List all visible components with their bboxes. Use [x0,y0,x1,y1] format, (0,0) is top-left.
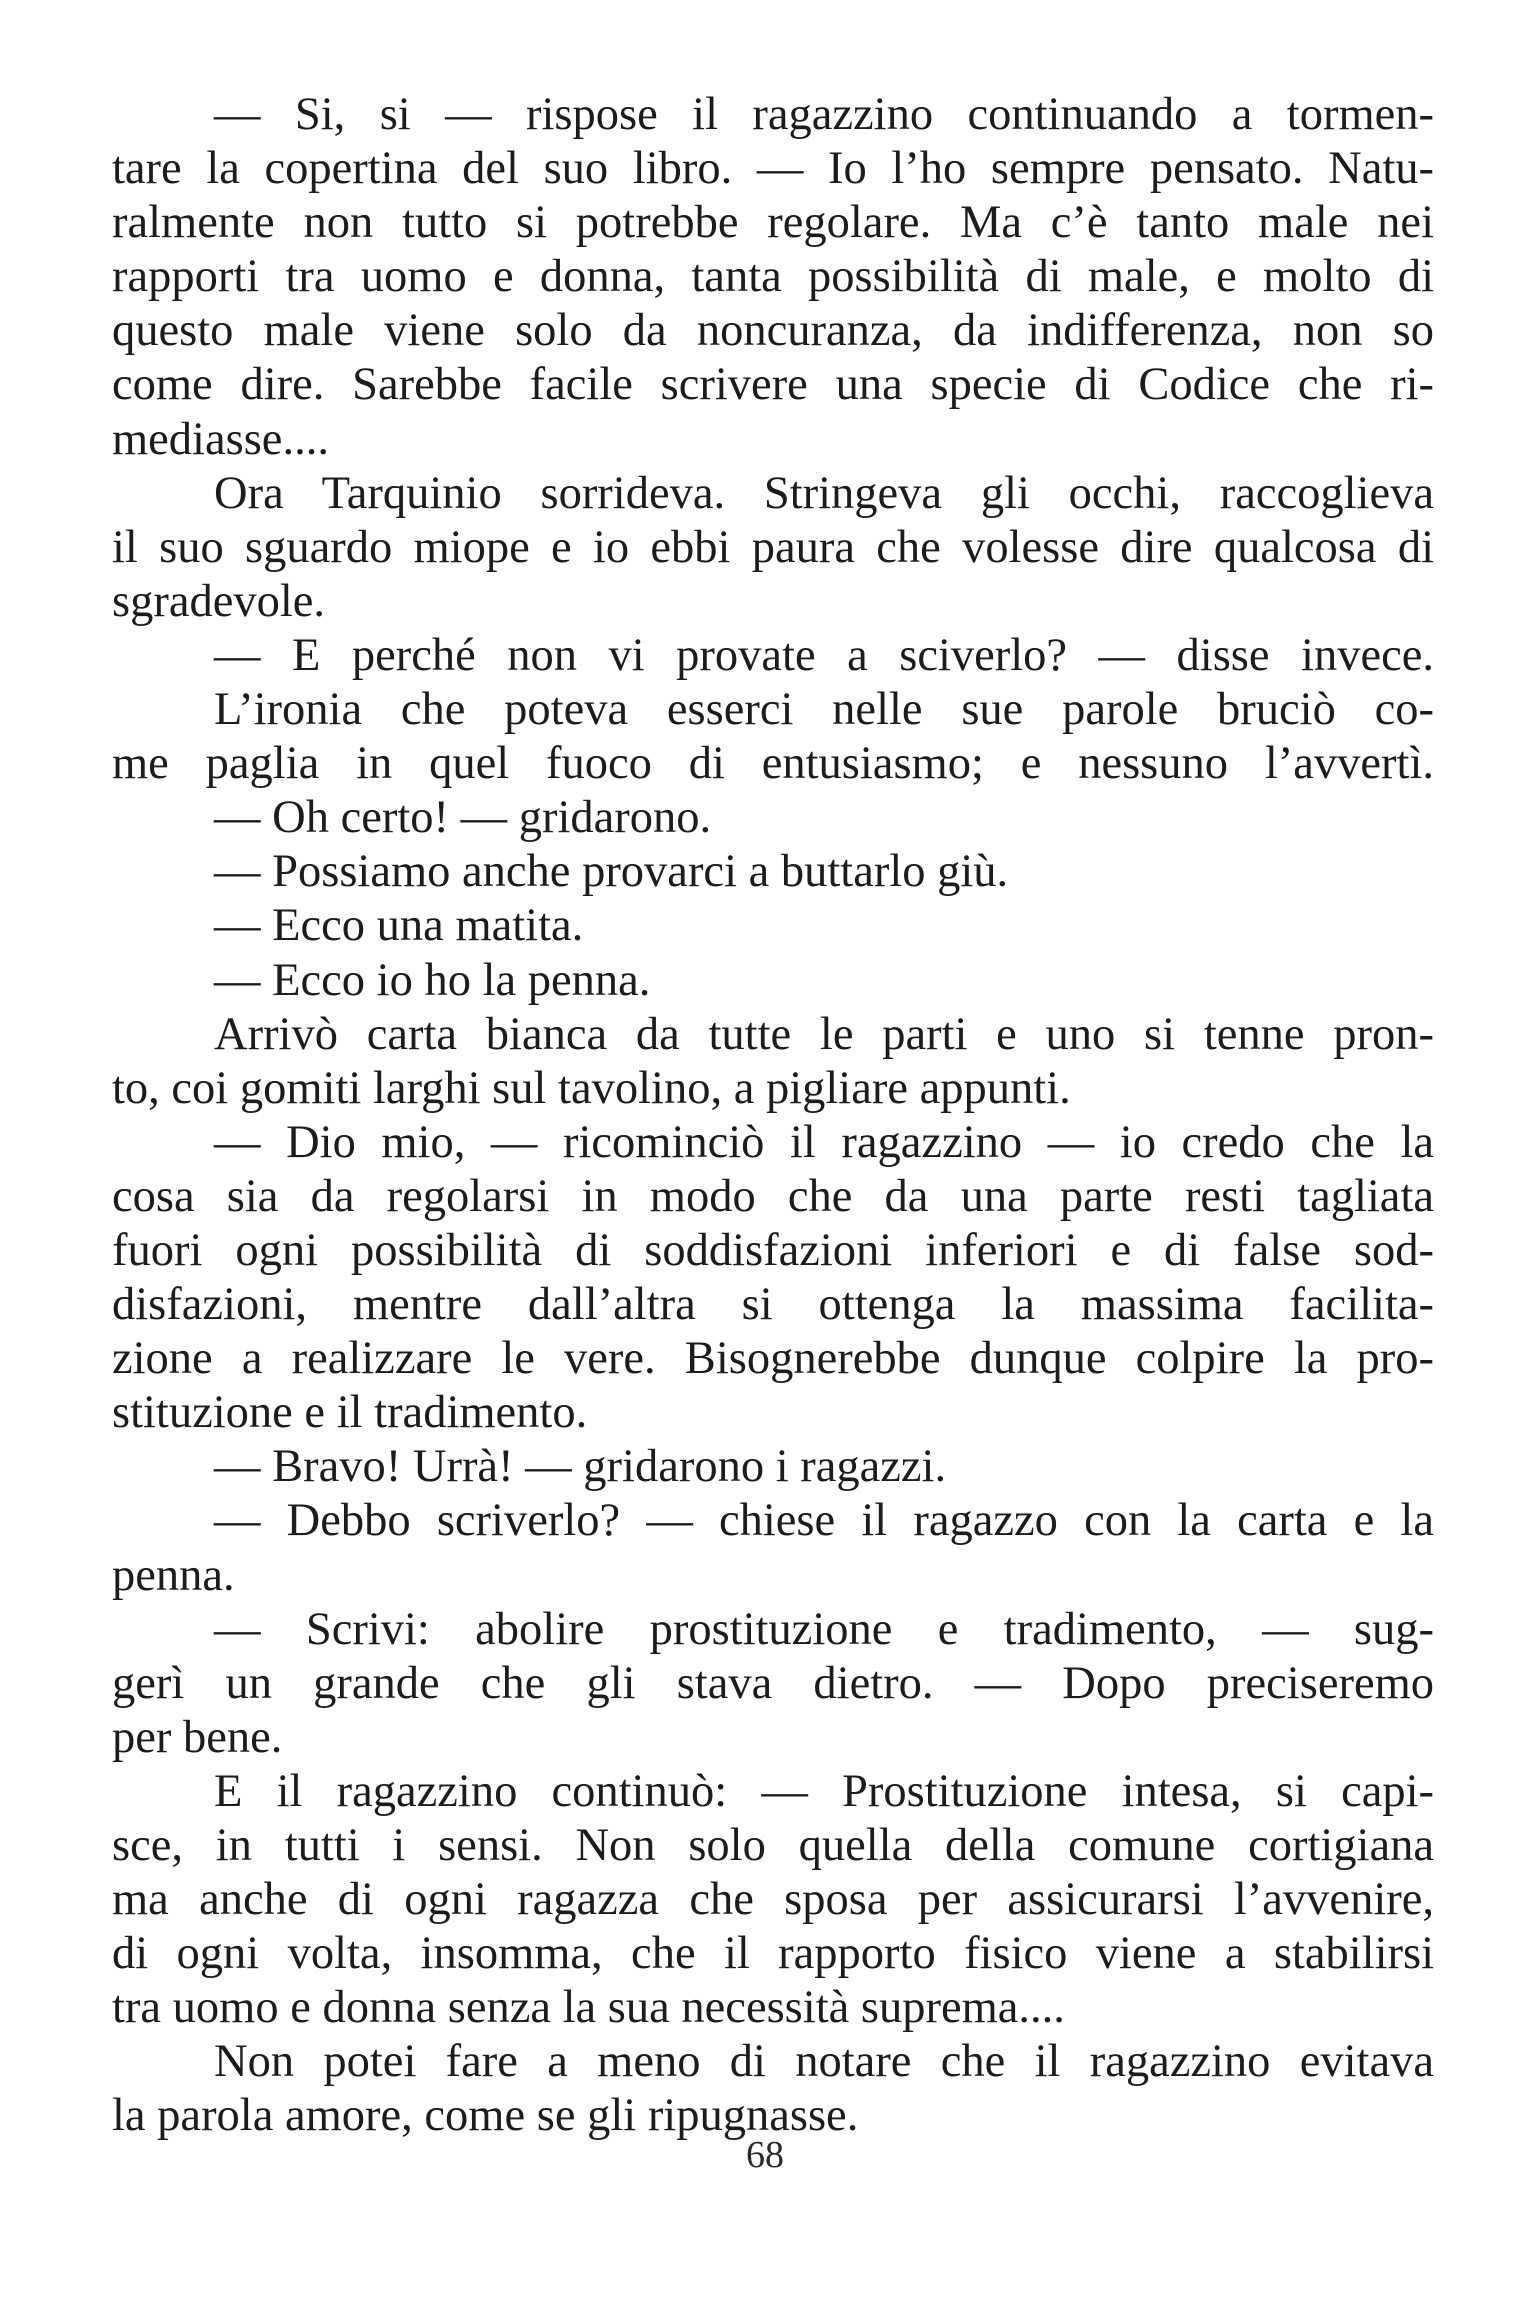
text-line: — Dio mio, — ricominciò il ragazzino — io credo che la [214,1116,1434,1168]
text-line: — Oh certo! — gridarono. [214,792,712,844]
page-number: 68 [746,2134,784,2176]
text-line: sgradevole. [112,575,326,627]
text-line: rapporti tra uomo e donna, tanta possibilità di male, e molto di [112,251,1434,303]
text-line: penna. [112,1549,235,1601]
text-line: tare la copertina del suo libro. — Io l’ho sempre pensato. Natu- [112,143,1434,195]
text-line: per bene. [112,1711,283,1763]
text-line: di ogni volta, insomma, che il rapporto fisico viene a stabilirsi [112,1928,1434,1980]
text-line: zione a realizzare le vere. Bisognerebbe dunque colpire la pro- [112,1333,1434,1385]
text-line: sce, in tutti i sensi. Non solo quella della comune cortigiana [112,1820,1434,1871]
text-line: ma anche di ogni ragazza che sposa per assicurarsi l’avvenire, [112,1874,1434,1926]
text-line: E il ragazzino continuò: — Prostituzione intesa, si capi- [214,1765,1434,1817]
text-line: me paglia in quel fuoco di entusiasmo; e nessuno l’avvertì. [112,738,1434,790]
text-line: — Scrivi: abolire prostituzione e tradimento, — sug- [214,1603,1434,1655]
text-line: tra uomo e donna senza la sua necessità suprema.... [112,1982,1065,2034]
text-line: — Debbo scriverlo? — chiese il ragazzo con la carta e la [214,1495,1434,1547]
text-line: cosa sia da regolarsi in modo che da una parte resti tagliata [112,1170,1434,1222]
text-line: — E perché non vi provate a sciverlo? — disse invece. [214,629,1434,681]
text-line: come dire. Sarebbe facile scrivere una specie di Codice che ri- [112,359,1434,411]
text-line: Arrivò carta bianca da tutte le parti e uno si tenne pron- [214,1008,1434,1060]
text-line: la parola amore, come se gli ripugnasse. [112,2090,859,2142]
text-line: to, coi gomiti larghi sul tavolino, a pigliare appunti. [112,1062,1071,1114]
text-line: Non potei fare a meno di notare che il ragazzino evitava [214,2036,1434,2088]
text-line: — Si, si — rispose il ragazzino continuando a tormen- [214,89,1434,140]
text-line: — Ecco una matita. [214,900,584,952]
text-line: questo male viene solo da noncuranza, da indifferenza, non so [112,305,1434,357]
text-line: disfazioni, mentre dall’altra si ottenga la massima facilita- [112,1279,1434,1331]
text-line: mediasse.... [112,413,329,465]
page-body-text [112,88,1434,2144]
text-line: Ora Tarquinio sorrideva. Stringeva gli occhi, raccoglieva [214,467,1434,519]
text-line: stituzione e il tradimento. [112,1387,588,1439]
text-line: il suo sguardo miope e io ebbi paura che volesse dire qualcosa di [112,521,1434,573]
text-line: gerì un grande che gli stava dietro. — Dopo preciseremo [112,1657,1434,1709]
text-line: — Bravo! Urrà! — gridarono i ragazzi. [214,1441,947,1493]
text-line: L’ironia che poteva esserci nelle sue parole bruciò co- [214,684,1434,736]
text-line: — Ecco io ho la penna. [214,954,651,1006]
text-line: — Possiamo anche provarci a buttarlo giù. [214,846,1009,898]
text-line: ralmente non tutto si potrebbe regolare. Ma c’è tanto male nei [112,197,1434,249]
text-line: fuori ogni possibilità di soddisfazioni inferiori e di false sod- [112,1224,1434,1276]
